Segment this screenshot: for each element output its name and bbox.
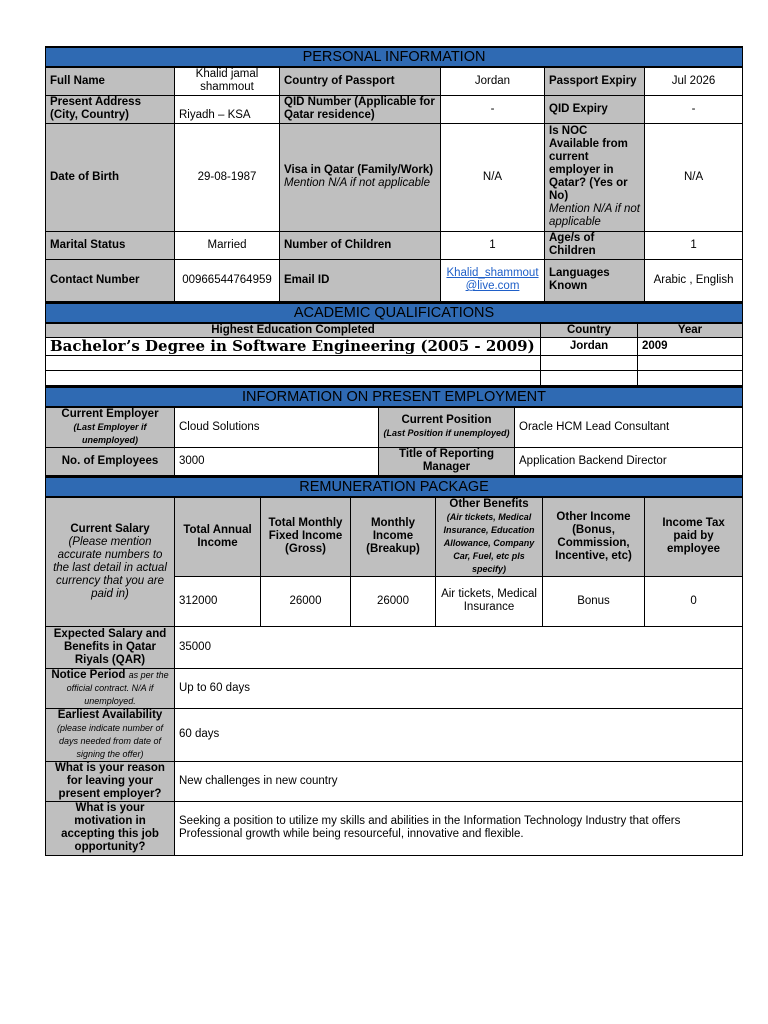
contact-label: Contact Number <box>46 259 175 301</box>
personal-info-header: PERSONAL INFORMATION <box>46 47 743 67</box>
reason-leaving-value: New challenges in new country <box>175 761 743 801</box>
degree-value: Bachelor’s Degree in Software Engineering (2005 - 2009) <box>46 337 541 355</box>
qid-expiry-value: - <box>645 95 743 123</box>
present-address-label: Present Address (City, Country) <box>46 95 175 123</box>
other-income-value: Bonus <box>543 576 645 626</box>
email-label: Email ID <box>280 259 441 301</box>
employees-value: 3000 <box>175 447 379 475</box>
income-tax-value: 0 <box>645 576 743 626</box>
manager-value: Application Backend Director <box>515 447 743 475</box>
children-label: Number of Children <box>280 231 441 259</box>
notice-period-label: Notice Period <box>51 668 126 681</box>
reason-leaving-label: What is your reason for leaving your present employer? <box>46 761 175 801</box>
visa-label-cell <box>280 123 441 231</box>
other-benefits-note: (Air tickets, Medical Insurance, Education Allowance, Company Car, Fuel, etc pls specify) <box>443 511 535 574</box>
position-value: Oracle HCM Lead Consultant <box>515 407 743 448</box>
country-header: Country <box>541 323 638 338</box>
annual-income-value: 312000 <box>175 576 261 626</box>
remuneration-table <box>45 476 743 856</box>
academic-table <box>45 302 743 386</box>
annual-income-header: Total Annual Income <box>175 497 261 577</box>
manager-label: Title of Reporting Manager <box>379 447 515 475</box>
dob-label: Date of Birth <box>46 123 175 231</box>
availability-value: 60 days <box>175 708 743 761</box>
expected-salary-label: Expected Salary and Benefits in Qatar Riyals (QAR) <box>46 626 175 668</box>
motivation-label: What is your motivation in accepting this job opportunity? <box>46 801 175 855</box>
noc-note: Mention N/A if not applicable <box>549 203 640 228</box>
empty-cell <box>541 370 638 385</box>
expected-salary-value: 35000 <box>175 626 743 668</box>
empty-cell <box>541 355 638 370</box>
personal-info-table <box>45 46 743 302</box>
notice-period-label-cell <box>46 668 175 708</box>
noc-label: Is NOC Available from current employer in Qatar? (Yes or No) <box>549 125 628 202</box>
country-passport-value: Jordan <box>441 67 545 95</box>
employees-label: No. of Employees <box>46 447 175 475</box>
empty-cell <box>46 370 541 385</box>
employer-note: (Last Employer if unemployed) <box>73 421 147 445</box>
email-link[interactable]: Khalid_shammout@live.com <box>446 267 539 292</box>
monthly-breakup-header: Monthly Income (Breakup) <box>351 497 436 577</box>
highest-education-header: Highest Education Completed <box>46 323 541 338</box>
marital-label: Marital Status <box>46 231 175 259</box>
income-tax-header: Income Tax paid by employee <box>645 497 743 577</box>
availability-label: Earliest Availability <box>57 708 163 721</box>
ages-value: 1 <box>645 231 743 259</box>
empty-cell <box>46 355 541 370</box>
children-value: 1 <box>441 231 545 259</box>
other-income-header: Other Income (Bonus, Commission, Incentive, etc) <box>543 497 645 577</box>
empty-cell <box>638 370 743 385</box>
other-benefits-header: Other Benefits <box>449 497 529 510</box>
languages-label: Languages Known <box>545 259 645 301</box>
other-benefits-header-cell <box>436 497 543 577</box>
employer-label: Current Employer <box>61 407 159 420</box>
position-label-cell <box>379 407 515 448</box>
other-benefits-value: Air tickets, Medical Insurance <box>436 576 543 626</box>
employer-value: Cloud Solutions <box>175 407 379 448</box>
marital-value: Married <box>175 231 280 259</box>
availability-label-cell <box>46 708 175 761</box>
present-address-value: Riyadh – KSA <box>175 95 280 123</box>
current-salary-note: (Please mention accurate numbers to the last detail in actual currency that you are paid in) <box>53 535 167 600</box>
motivation-value: Seeking a position to utilize my skills and abilities in the Information Technology Industry that offers Professional growth while being resourceful, innovative and flexible. <box>175 801 743 855</box>
position-label: Current Position <box>401 414 492 426</box>
passport-expiry-label: Passport Expiry <box>545 67 645 95</box>
full-name-label: Full Name <box>46 67 175 95</box>
languages-value: Arabic , English <box>645 259 743 301</box>
current-salary-label: Current Salary <box>70 522 150 535</box>
monthly-breakup-value: 26000 <box>351 576 436 626</box>
monthly-fixed-value: 26000 <box>261 576 351 626</box>
passport-expiry-value: Jul 2026 <box>645 67 743 95</box>
noc-value: N/A <box>645 123 743 231</box>
current-salary-label-cell <box>46 497 175 627</box>
notice-period-note: as per the official contract. N/A if unemployed. <box>66 669 169 706</box>
degree-country-value: Jordan <box>541 337 638 355</box>
qid-number-value: - <box>441 95 545 123</box>
application-form <box>45 46 742 856</box>
noc-label-cell <box>545 123 645 231</box>
ages-label: Age/s of Children <box>545 231 645 259</box>
position-note: (Last Position if unemployed) <box>383 428 510 438</box>
year-header: Year <box>638 323 743 338</box>
dob-value: 29-08-1987 <box>175 123 280 231</box>
academic-header: ACADEMIC QUALIFICATIONS <box>46 303 743 323</box>
monthly-fixed-header: Total Monthly Fixed Income (Gross) <box>261 497 351 577</box>
visa-note: Mention N/A if not applicable <box>284 177 430 189</box>
remuneration-header: REMUNERATION PACKAGE <box>46 477 743 497</box>
country-passport-label: Country of Passport <box>280 67 441 95</box>
email-cell <box>441 259 545 301</box>
employment-header: INFORMATION ON PRESENT EMPLOYMENT <box>46 387 743 407</box>
visa-label: Visa in Qatar (Family/Work) <box>284 164 434 176</box>
contact-value: 00966544764959 <box>175 259 280 301</box>
degree-year-value: 2009 <box>638 337 743 355</box>
notice-period-value: Up to 60 days <box>175 668 743 708</box>
full-name-value: Khalid jamal shammout <box>175 67 280 95</box>
visa-value: N/A <box>441 123 545 231</box>
employer-label-cell <box>46 407 175 448</box>
empty-cell <box>638 355 743 370</box>
employment-table <box>45 386 743 476</box>
qid-number-label: QID Number (Applicable for Qatar residence) <box>280 95 441 123</box>
qid-expiry-label: QID Expiry <box>545 95 645 123</box>
availability-note: (please indicate number of days needed from date of signing the offer) <box>56 722 164 759</box>
